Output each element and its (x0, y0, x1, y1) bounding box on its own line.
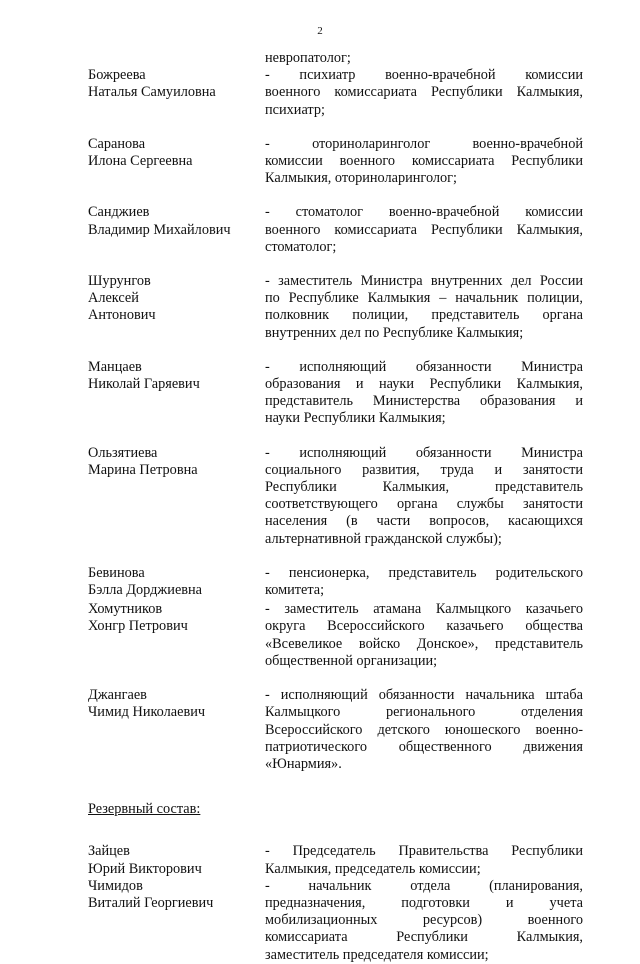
role-line: науки Республики Калмыкия; (265, 410, 446, 427)
role-line: Калмыкия, оториноларинголог; (265, 170, 458, 187)
member-entry (88, 687, 598, 773)
member-given-name: Марина Петровна (88, 461, 198, 478)
member-name (88, 687, 265, 721)
member-entry (88, 273, 598, 342)
role-line: стоматолог; (265, 238, 337, 255)
role-line: альтернативной гражданской службы); (265, 530, 502, 547)
member-surname: Джангаев (88, 687, 147, 704)
member-name (88, 878, 265, 912)
role-line: общественной организации; (265, 652, 438, 669)
role-line: патриотического общественного движения (265, 738, 583, 755)
member-entry (88, 359, 598, 428)
role-line: комиссариата Республики Калмыкия, (265, 929, 583, 946)
role-line: - исполняющий обязанности Министра (265, 444, 583, 461)
member-name (88, 445, 265, 479)
member-role (265, 687, 583, 773)
member-given-name: Илона Сергеевна (88, 153, 193, 170)
member-name (88, 601, 265, 635)
continuation-text: невропатолог; (265, 50, 351, 66)
role-line: - начальник отдела (планирования, (265, 877, 583, 894)
role-line: - заместитель Министра внутренних дел России (265, 273, 583, 290)
role-line: комитета; (265, 582, 325, 599)
role-line: населения (в части вопросов, касающихся (265, 513, 583, 530)
role-line: - оториноларинголог военно-врачебной (265, 135, 583, 152)
member-surname: Санджиев (88, 204, 150, 221)
member-role (265, 843, 583, 877)
member-surname: Шурунгов (88, 273, 151, 290)
role-line: - заместитель атамана Калмыцкого казачьего (265, 601, 583, 618)
member-given-name: Наталья Самуиловна (88, 84, 216, 101)
document-body (88, 50, 598, 964)
role-line: заместитель председателя комиссии; (265, 946, 489, 963)
role-line: - пенсионерка, представитель родительского (265, 564, 583, 581)
member-entry (88, 136, 598, 188)
role-line: мобилизационных ресурсов) военного (265, 912, 583, 929)
member-given-name: Чимид Николаевич (88, 704, 206, 721)
member-given-name: Хонгр Петрович (88, 618, 188, 635)
member-name (88, 565, 265, 599)
member-name (88, 204, 265, 238)
member-given-name: Бэлла Дорджиевна (88, 582, 203, 599)
member-given-name: Юрий Викторович (88, 860, 202, 877)
member-role (265, 878, 583, 964)
role-line: военного комиссариата Республики Калмыкия, (265, 221, 583, 238)
member-role (265, 136, 583, 188)
role-line: социального развития, труда и занятости (265, 461, 583, 478)
member-entry (88, 878, 598, 964)
member-surname: Саранова (88, 135, 146, 152)
member-entry (88, 67, 598, 119)
role-line: - исполняющий обязанности начальника штаба (265, 687, 583, 704)
member-surname: Бевинова (88, 564, 145, 581)
role-line: - стоматолог военно-врачебной комиссии (265, 204, 583, 221)
role-line: Республики Калмыкия, представитель (265, 479, 583, 496)
continuation-entry (88, 50, 598, 67)
member-given-name: Николай Гаряевич (88, 376, 200, 393)
role-line: военного комиссариата Республики Калмыкия, (265, 84, 583, 101)
member-surname: Хомутников (88, 601, 163, 618)
member-role (265, 359, 583, 428)
member-role (265, 565, 583, 599)
member-entry (88, 601, 598, 670)
member-surname: Зайцев (88, 843, 130, 860)
role-line: округа Всероссийского казачьего общества (265, 618, 583, 635)
page-number: 2 (317, 25, 323, 37)
role-line: полковник полиции, представитель органа (265, 307, 583, 324)
role-line: представитель Министерства образования и (265, 393, 583, 410)
member-name (88, 136, 265, 170)
role-line: «Юнармия». (265, 755, 342, 772)
role-line: - психиатр военно-врачебной комиссии (265, 67, 583, 84)
member-role (265, 601, 583, 670)
role-line: предназначения, подготовки и учета (265, 894, 583, 911)
member-role (265, 67, 583, 119)
member-name (88, 67, 265, 101)
member-surname: Манцаев (88, 358, 142, 375)
role-line: соответствующего органа службы занятости (265, 496, 583, 513)
member-role (265, 204, 583, 256)
reserve-member-list (88, 843, 598, 963)
member-name (88, 359, 265, 393)
member-given-name: Владимир Михайлович (88, 221, 231, 238)
member-given-name: Алексей (88, 290, 139, 307)
role-line: психиатр; (265, 101, 325, 118)
role-line: внутренних дел по Республике Калмыкия; (265, 324, 524, 341)
member-surname: Чимидов (88, 877, 143, 894)
role-line: Калмыкия, председатель комиссии; (265, 860, 481, 877)
role-line: образования и науки Республики Калмыкия, (265, 376, 583, 393)
role-line: Всероссийского детского юношеского военно- (265, 721, 583, 738)
role-line: по Республике Калмыкия – начальник полиции, (265, 290, 583, 307)
member-name (88, 843, 265, 877)
member-list (88, 67, 598, 773)
member-name (88, 273, 265, 325)
member-given-name: Виталий Георгиевич (88, 894, 214, 911)
role-line: комиссии военного комиссариата Республики (265, 153, 583, 170)
member-entry (88, 565, 598, 599)
role-line: «Всевеликое войско Донское», представитель (265, 635, 583, 652)
member-patronymic: Антонович (88, 307, 156, 324)
member-surname: Ользятиева (88, 444, 158, 461)
member-role (265, 273, 583, 342)
member-surname: Божреева (88, 67, 146, 84)
role-line: Калмыцкого регионального отделения (265, 704, 583, 721)
role-line: - исполняющий обязанности Министра (265, 358, 583, 375)
member-entry (88, 204, 598, 256)
member-role (265, 445, 583, 548)
member-entry (88, 445, 598, 548)
member-entry (88, 843, 598, 877)
reserve-heading: Резервный состав: (88, 801, 201, 818)
role-line: - Председатель Правительства Республики (265, 843, 583, 860)
